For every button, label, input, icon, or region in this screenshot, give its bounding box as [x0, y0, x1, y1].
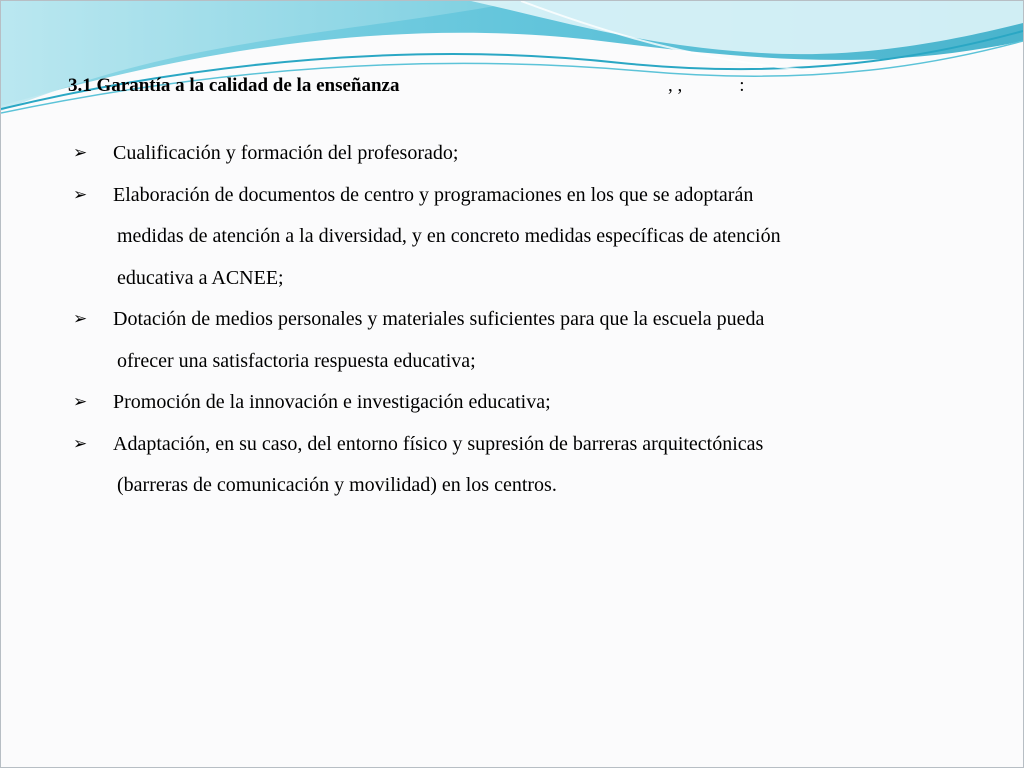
title-punctuation: , , : [668, 75, 745, 96]
bullet-text: Promoción de la innovación e investigación educativa; [113, 391, 551, 413]
header-wave-decoration [1, 1, 1023, 121]
bullet-continuation: educativa a ACNEE; [117, 266, 284, 289]
bullet-continuation: ofrecer una satisfactoria respuesta educativa; [117, 349, 476, 372]
arrow-bullet-icon: ➢ [73, 392, 88, 412]
arrow-bullet-icon: ➢ [73, 433, 88, 454]
bullet-text: Dotación de medios personales y materiales suficientes para que la escuela pueda [113, 308, 765, 330]
list-item [73, 382, 973, 424]
title-row [68, 75, 968, 101]
list-item [73, 133, 973, 175]
bullet-text: Cualificación y formación del profesorado; [113, 142, 459, 164]
bullet-continuation: (barreras de comunicación y movilidad) en los centros. [117, 474, 557, 496]
bullet-continuation: medidas de atención a la diversidad, y en concreto medidas específicas de atención [117, 225, 781, 247]
list-item [73, 299, 973, 382]
bullet-text: Adaptación, en su caso, del entorno físico y supresión de barreras arquitectónicas [113, 432, 764, 455]
arrow-bullet-icon: ➢ [73, 143, 88, 163]
list-item [73, 175, 973, 300]
arrow-bullet-icon: ➢ [73, 309, 88, 329]
slide-title: 3.1 Garantía a la calidad de la enseñanza [68, 75, 400, 96]
bullet-list [73, 133, 973, 507]
arrow-bullet-icon: ➢ [73, 184, 88, 205]
list-item [73, 424, 973, 507]
bullet-text: Elaboración de documentos de centro y programaciones en los que se adoptarán [113, 183, 754, 206]
